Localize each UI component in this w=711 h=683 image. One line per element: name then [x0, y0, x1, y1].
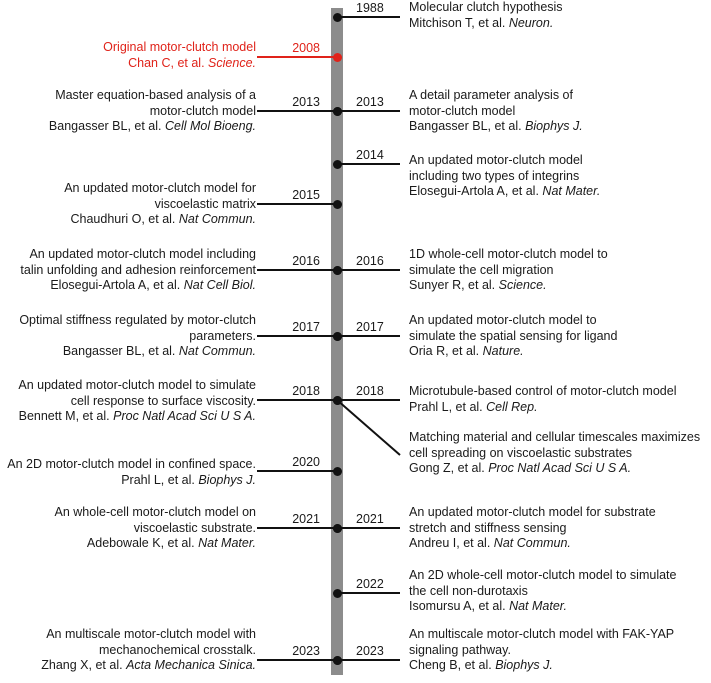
entry-authors: Oria R, et al. [409, 344, 480, 358]
timeline-entry [409, 384, 676, 415]
timeline-dot [333, 107, 342, 116]
entry-authors: Andreu I, et al. [409, 536, 491, 550]
timeline-entry [409, 0, 563, 31]
year-label: 1988 [356, 1, 384, 15]
timeline-dot [333, 656, 342, 665]
timeline-entry [64, 181, 256, 228]
entry-journal: Nature. [482, 344, 524, 358]
entry-authors: Isomursu A, et al. [409, 599, 506, 613]
timeline-entry [409, 153, 600, 200]
entry-description: An updated motor-clutch model for [64, 181, 256, 195]
entry-citation-line [409, 536, 656, 552]
timeline-dot [333, 266, 342, 275]
entry-citation-line [409, 658, 674, 674]
entry-journal: Acta Mechanica Sinica. [126, 658, 256, 672]
entry-description: An multiscale motor-clutch model with [46, 627, 256, 641]
entry-journal: Nat Mater. [198, 536, 256, 550]
entry-journal: Proc Natl Acad Sci U S A. [113, 409, 256, 423]
year-label: 2017 [292, 320, 320, 334]
entry-description: motor-clutch model [149, 103, 256, 118]
entry-connector-line [337, 269, 400, 271]
entry-description: viscoelastic substrate. [133, 520, 256, 535]
entry-connector-line [337, 527, 400, 529]
entry-journal: Proc Natl Acad Sci U S A. [488, 461, 632, 475]
year-label: 2020 [292, 455, 320, 469]
entry-description: cell response to surface viscosity. [70, 393, 256, 408]
timeline-entry [409, 430, 700, 477]
year-label: 2017 [356, 320, 384, 334]
entry-authors: Elosegui-Artola A, et al. [50, 278, 181, 292]
entry-journal: Biophys J. [495, 658, 553, 672]
entry-authors: Bangasser BL, et al. [62, 344, 176, 358]
entry-connector-line [337, 592, 400, 594]
entry-description: A detail parameter analysis of [409, 88, 573, 102]
entry-citation-line [18, 409, 256, 425]
entry-journal: Science. [498, 278, 547, 292]
timeline-dot [333, 589, 342, 598]
entry-description: An updated motor-clutch model to [409, 313, 597, 327]
year-label: 2008 [292, 41, 320, 55]
timeline-dot [333, 200, 342, 209]
timeline-dot [333, 467, 342, 476]
timeline-entry [18, 378, 256, 425]
timeline-entry [55, 505, 256, 552]
entry-citation-line [64, 212, 256, 228]
entry-citation-line [409, 599, 676, 615]
entry-description: motor-clutch model [409, 103, 516, 118]
year-label: 2018 [292, 384, 320, 398]
entry-connector-line [337, 163, 400, 165]
entry-connector-line [257, 56, 337, 58]
entry-citation-line [409, 344, 617, 360]
entry-description: Original motor-clutch model [103, 40, 256, 54]
year-label: 2018 [356, 384, 384, 398]
entry-description: An whole-cell motor-clutch model on [54, 505, 256, 519]
timeline-dot [333, 332, 342, 341]
entry-description: signaling pathway. [409, 642, 511, 657]
timeline-dot [333, 396, 342, 405]
entry-description: Molecular clutch hypothesis [409, 0, 563, 14]
entry-connector-line [257, 110, 337, 112]
entry-description: the cell non-durotaxis [409, 583, 528, 598]
year-label: 2016 [356, 254, 384, 268]
year-label: 2016 [292, 254, 320, 268]
entry-description: simulate the spatial sensing for ligand [409, 328, 618, 343]
entry-description: viscoelastic matrix [154, 196, 256, 211]
entry-authors: Mitchison T, et al. [409, 15, 506, 30]
entry-description: 1D whole-cell motor-clutch model to [409, 247, 608, 261]
entry-authors: Gong Z, et al. [409, 461, 485, 475]
entry-connector-line [337, 110, 400, 112]
entry-authors: Sunyer R, et al. [409, 278, 496, 292]
entry-citation-line [103, 56, 256, 72]
entry-authors: Adebowale K, et al. [86, 536, 195, 550]
entry-description: talin unfolding and adhesion reinforcement [20, 262, 256, 277]
entry-description: Optimal stiffness regulated by motor-clutch [19, 313, 256, 327]
entry-journal: Science. [208, 55, 256, 70]
year-label: 2013 [292, 95, 320, 109]
entry-description: Master equation-based analysis of a [55, 88, 256, 102]
entry-journal: Nat Cell Biol. [183, 278, 256, 292]
entry-journal: Nat Commun. [178, 344, 256, 358]
entry-description: simulate the cell migration [409, 262, 554, 277]
entry-authors: Bennett M, et al. [18, 409, 110, 423]
entry-journal: Nat Mater. [542, 184, 601, 198]
timeline-entry [20, 247, 256, 294]
timeline-dot [333, 524, 342, 533]
entry-connector-line [257, 203, 337, 205]
entry-description: An 2D motor-clutch model in confined space. [7, 457, 256, 471]
entry-authors: Chaudhuri O, et al. [70, 212, 176, 226]
entry-description: Matching material and cellular timescales maximizes [409, 430, 701, 444]
entry-connector-line [257, 335, 337, 337]
diagonal-connector [337, 400, 400, 455]
entry-authors: Prahl L, et al. [409, 399, 483, 414]
entry-journal: Nat Mater. [509, 599, 567, 613]
entry-authors: Bangasser BL, et al. [48, 119, 162, 133]
entry-citation-line [409, 278, 608, 294]
entry-citation-line [409, 400, 676, 416]
timeline-entry [41, 627, 256, 674]
entry-description: mechanochemical crosstalk. [98, 642, 256, 657]
year-label: 2021 [356, 512, 384, 526]
timeline-entry [7, 457, 256, 488]
entry-authors: Elosegui-Artola A, et al. [409, 184, 539, 198]
entry-journal: Biophys J. [198, 472, 256, 487]
entry-citation-line [409, 461, 700, 477]
entry-description: stretch and stiffness sensing [409, 520, 567, 535]
entry-description: cell spreading on viscoelastic substrates [409, 445, 633, 460]
entry-description: An updated motor-clutch model including [29, 247, 256, 261]
entry-description: Microtubule-based control of motor-clutch model [409, 384, 677, 398]
entry-journal: Cell Rep. [486, 399, 538, 414]
entry-authors: Prahl L, et al. [121, 472, 195, 487]
timeline-entry [409, 627, 674, 674]
year-label: 2022 [356, 577, 384, 591]
entry-journal: Nat Commun. [493, 536, 571, 550]
timeline-entry [103, 40, 256, 71]
timeline-entry [409, 313, 617, 360]
entry-connector-line [337, 16, 400, 18]
entry-authors: Bangasser BL, et al. [409, 119, 522, 133]
entry-description: An multiscale motor-clutch model with FAK-YAP [409, 627, 675, 641]
entry-connector-line [257, 527, 337, 529]
entry-citation-line [409, 184, 600, 200]
entry-description: An updated motor-clutch model [409, 153, 583, 167]
entry-journal: Cell Mol Bioeng. [164, 119, 256, 133]
entry-citation-line [409, 16, 563, 32]
year-label: 2023 [356, 644, 384, 658]
entry-description: including two types of integrins [409, 168, 580, 183]
timeline-entry [49, 88, 256, 135]
year-label: 2021 [292, 512, 320, 526]
timeline-entry [409, 505, 656, 552]
entry-description: parameters. [189, 328, 256, 343]
entry-authors: Zhang X, et al. [41, 658, 123, 672]
entry-connector-line [257, 269, 337, 271]
entry-connector-line [257, 399, 337, 401]
timeline-entry [409, 88, 583, 135]
timeline-entry [19, 313, 256, 360]
entry-citation-line [7, 473, 256, 489]
entry-citation-line [409, 119, 583, 135]
entry-description: An 2D whole-cell motor-clutch model to simulate [409, 568, 677, 582]
entry-connector-line [337, 399, 400, 401]
entry-description: An updated motor-clutch model for substrate [409, 505, 656, 519]
entry-journal: Nat Commun. [178, 212, 256, 226]
entry-citation-line [49, 119, 256, 135]
timeline-entry [409, 568, 676, 615]
timeline-entry [409, 247, 608, 294]
entry-authors: Chan C, et al. [128, 55, 205, 70]
year-label: 2013 [356, 95, 384, 109]
entry-journal: Neuron. [508, 15, 554, 30]
timeline-dot [333, 53, 342, 62]
timeline-dot [333, 13, 342, 22]
entry-citation-line [41, 658, 256, 674]
entry-connector-line [257, 659, 337, 661]
entry-description: An updated motor-clutch model to simulate [18, 378, 256, 392]
entry-citation-line [19, 344, 256, 360]
entry-connector-line [257, 470, 337, 472]
entry-connector-line [337, 335, 400, 337]
year-label: 2015 [292, 188, 320, 202]
entry-journal: Biophys J. [525, 119, 583, 133]
year-label: 2023 [292, 644, 320, 658]
year-label: 2014 [356, 148, 384, 162]
entry-citation-line [55, 536, 256, 552]
timeline-dot [333, 160, 342, 169]
entry-authors: Cheng B, et al. [409, 658, 492, 672]
entry-citation-line [20, 278, 256, 294]
entry-connector-line [337, 659, 400, 661]
